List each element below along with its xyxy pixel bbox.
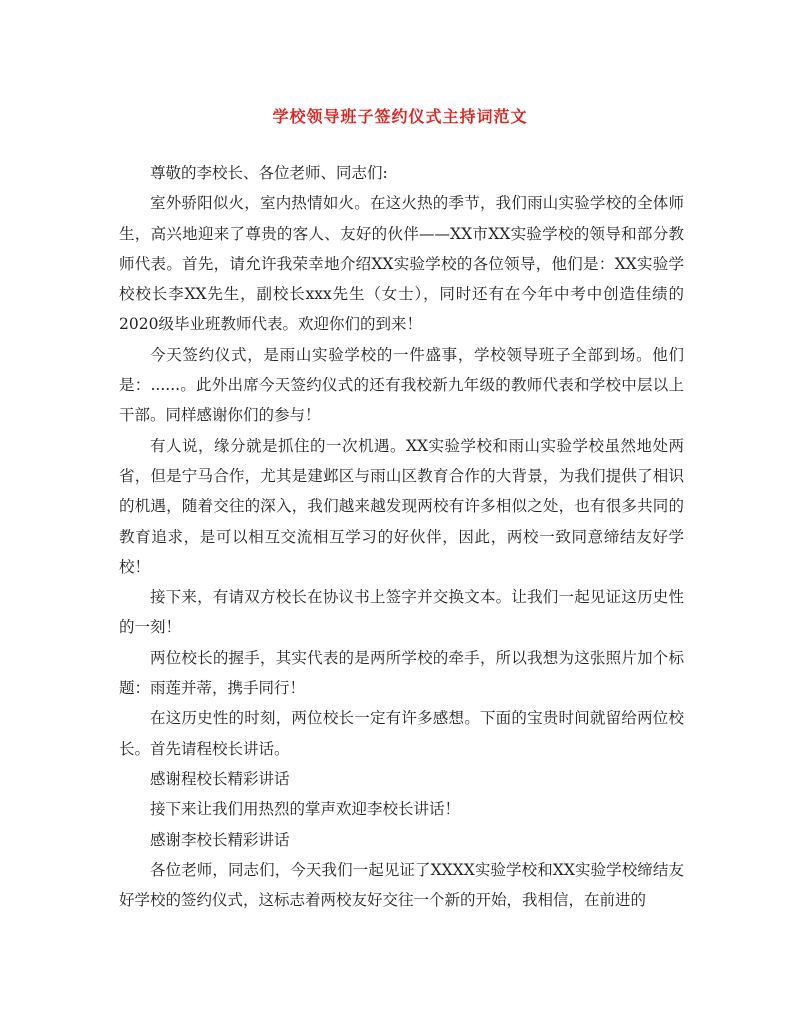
paragraph: 两位校长的握手，其实代表的是两所学校的牵手，所以我想为这张照片加个标题：雨莲并蒂，携手同行！ (119, 648, 684, 698)
paragraph: 接下来让我们用热烈的掌声欢迎李校长讲话！ (150, 800, 461, 819)
paragraph: 有人说，缘分就是抓住的一次机遇。XX实验学校和雨山实验学校虽然地处两省，但是宁马合作，尤其是建邺区与雨山区教育合作的大背景，为我们提供了相识的机遇，随着交往的深入，我们越来越发现两校有许多相似之处，也有很多共同的教育追求，是可以相互交流相互学习的好伙伴，因此，两校一致同意缔结友好学校！ (119, 436, 684, 576)
paragraph: 尊敬的李校长、各位老师、同志们: (150, 164, 388, 182)
paragraph: 感谢程校长精彩讲话 (150, 769, 290, 788)
paragraph: 室外骄阳似火，室内热情如火。在这火热的季节，我们雨山实验学校的全体师生，高兴地迎来了尊贵的客人、友好的伙伴——XX市XX实验学校的领导和部分教师代表。首先，请允许我荣幸地介绍XX实验学校的各位领导，他们是：XX实验学校校长李XX先生，副校长xxx先生（女士），同时还有在今年中考中创造佳绩的2020级毕业班教师代表。欢迎你们的到来！ (119, 194, 684, 334)
paragraph: 各位老师，同志们，今天我们一起见证了XXXX实验学校和XX实验学校缔结友好学校的签约仪式，这标志着两校友好交往一个新的开始，我相信，在前进的 (119, 860, 684, 910)
document-title: 学校领导班子签约仪式主持词范文 (272, 107, 528, 126)
paragraph: 接下来，有请双方校长在协议书上签字并交换文本。让我们一起见证这历史性的一刻！ (119, 588, 684, 637)
paragraph: 今天签约仪式，是雨山实验学校的一件盛事，学校领导班子全部到场。他们是：......。此外出席今天签约仪式的还有我校新九年级的教师代表和学校中层以上干部。同样感谢你们的参与！ (119, 345, 684, 425)
paragraph: 感谢李校长精彩讲话 (150, 830, 290, 849)
document-body (119, 158, 684, 915)
paragraph: 在这历史性的时刻，两位校长一定有许多感想。下面的宝贵时间就留给两位校长。首先请程校长讲话。 (119, 709, 684, 758)
